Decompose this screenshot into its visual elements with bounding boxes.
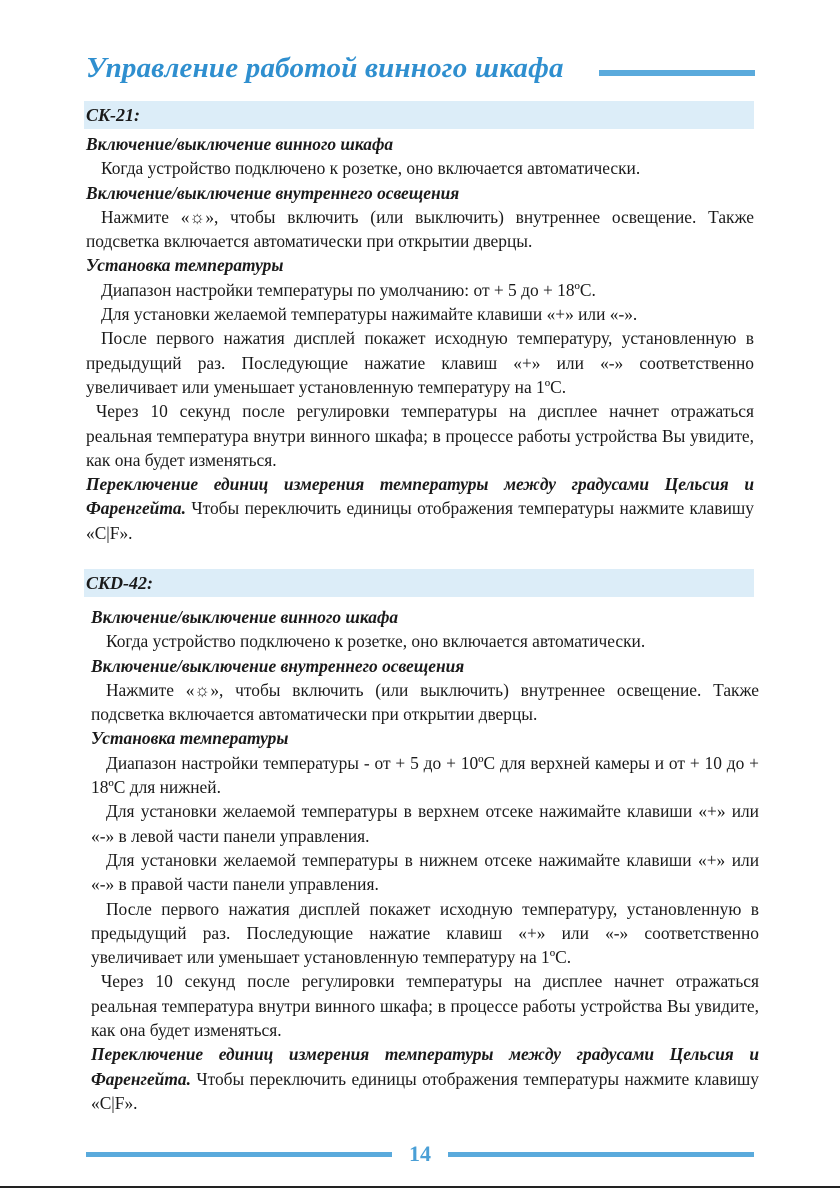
paragraph-units [91, 1042, 759, 1115]
paragraph-light: Нажмите «☼», чтобы включить (или выключить) внутреннее освещение. Также подсветка включается автоматически при открытии дверцы. [91, 679, 759, 725]
paragraph-temp-after: Через 10 секунд после регулировки температуры на дисплее начнет отражаться реальная температура внутри винного шкафа; в процессе работы устройства Вы увидите, как она будет изменяться. [86, 401, 754, 470]
heading-light: Включение/выключение внутреннего освещения [86, 182, 460, 203]
paragraph-light: Нажмите «☼», чтобы включить (или выключить) внутреннее освещение. Также подсветка включается автоматически при открытии дверцы. [86, 206, 754, 252]
paragraph-temp-range: Диапазон настройки температуры - от + 5 до + 10ºС для верхней камеры и от + 10 до + 18ºС для нижней. [91, 752, 759, 798]
heading-power: Включение/выключение винного шкафа [86, 134, 394, 154]
paragraph-power: Когда устройство подключено к розетке, оно включается автоматически. [106, 631, 646, 652]
page-bottom-edge [0, 1186, 840, 1188]
heading-units: Переключение единиц измерения температуры между градусами Цельсия и Фаренгейта. [91, 1044, 759, 1089]
units-text: Чтобы переключить единицы отображения температуры нажмите клавишу «С|F». [91, 1068, 759, 1113]
heading-light: Включение/выключение внутреннего освещения [91, 655, 465, 676]
model-heading-ck21: CK-21: [84, 101, 754, 129]
paragraph-temp-lower: Для установки желаемой температуры в нижнем отсеке нажимайте клавиши «+» или «-» в правой части панели управления. [91, 849, 759, 895]
heading-units: Переключение единиц измерения температуры между градусами Цельсия и Фаренгейта. [86, 474, 754, 519]
footer-rule-right [448, 1152, 754, 1157]
heading-power: Включение/выключение винного шкафа [91, 607, 399, 627]
section-ckd42 [91, 605, 759, 1115]
heading-temperature: Установка температуры [91, 728, 289, 749]
paragraph-temp-upper: Для установки желаемой температуры в верхнем отсеке нажимайте клавиши «+» или «-» в левой части панели управления. [91, 801, 759, 846]
paragraph-power: Когда устройство подключено к розетке, оно включается автоматически. [101, 158, 641, 179]
page-number: 14 [409, 1141, 431, 1166]
heading-temperature: Установка температуры [86, 255, 284, 276]
title-rule [599, 70, 755, 76]
paragraph-temp-range: Диапазон настройки температуры по умолчанию: от + 5 до + 18ºС. [101, 279, 596, 300]
paragraph-temp-keys: Для установки желаемой температуры нажимайте клавиши «+» или «-». [101, 304, 638, 325]
section-ck21 [86, 132, 754, 545]
footer-rule-left [86, 1152, 392, 1157]
paragraph-units [86, 472, 754, 545]
units-text: Чтобы переключить единицы отображения температуры нажмите клавишу «С|F». [86, 498, 754, 543]
paragraph-temp-first-press: После первого нажатия дисплей покажет исходную температуру, установленную в предыдущий раз. Последующие нажатие клавиш «+» или «-» соответственно увеличивает или уменьшает установленную температуру на 1ºС. [86, 328, 754, 397]
paragraph-temp-first-press: После первого нажатия дисплей покажет исходную температуру, установленную в предыдущий раз. Последующие нажатие клавиш «+» или «-» соответственно увеличивает или уменьшает установленную температуру на 1ºС. [91, 898, 759, 968]
model-heading-ckd42: CKD-42: [84, 569, 754, 597]
paragraph-temp-after: Через 10 секунд после регулировки температуры на дисплее начнет отражаться реальная температура внутри винного шкафа; в процессе работы устройства Вы увидите, как она будет изменяться. [91, 971, 759, 1041]
page-title: Управление работой винного шкафа [86, 52, 564, 84]
